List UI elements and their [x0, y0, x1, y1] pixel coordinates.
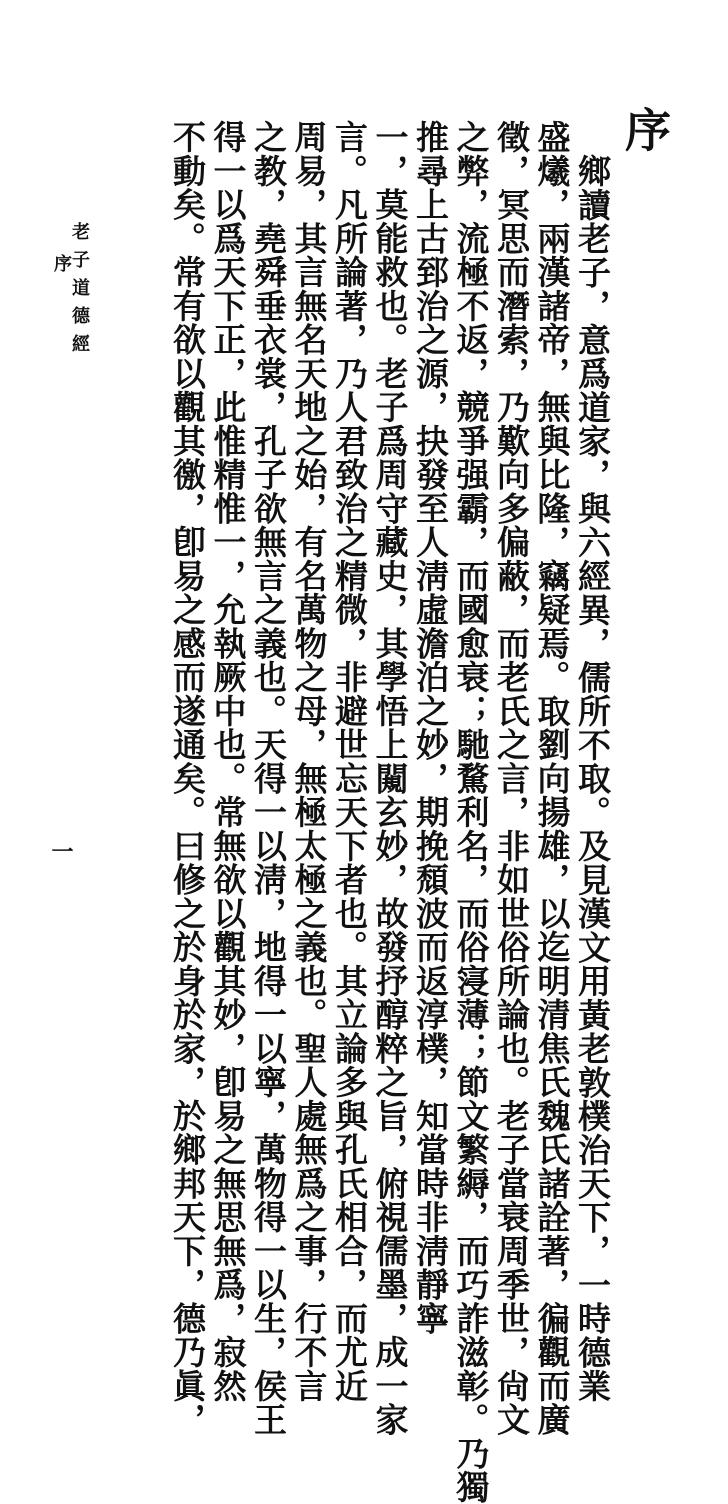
page-heading: 序: [618, 106, 672, 152]
section-name: 序: [51, 254, 72, 282]
text-column: 盛爔，兩漢諸帝，無與比隆，竊疑焉。取劉向揚雄，以迄明清焦氏魏氏諸詮著，徧觀而廣: [532, 120, 572, 1437]
preface-text: [102, 120, 612, 1504]
book-title: 老子道德經: [69, 222, 90, 362]
text-column: 得一以爲天下正，此惟精惟一，允執厥中也。常無欲以觀其妙，卽易之無思無爲，寂然: [208, 120, 248, 1403]
text-column: 之教，堯舜垂衣裳，孔子欲無言之義也。天得一以淸，地得一以寧，萬物得一以生，侯王: [249, 120, 288, 1437]
running-head: [52, 222, 88, 362]
text-column: 推尋上古郅治之源，抉發至人淸虛澹泊之妙，期挽頹波而返淳樸，知當時非淸靜寧: [411, 120, 450, 1335]
text-column: 周易，其言無名天地之始，有名萬物之母，無極太極之義也。聖人處無爲之事，行不言: [289, 120, 329, 1403]
text-column: 言。凡所論著，乃人君致治之精微，非避世忘天下者也。其立論多與孔氏相合，而尤近: [330, 120, 369, 1403]
text-column: 之弊，流極不返，競爭强霸，而國愈衰；馳騖利名，而俗寖薄；節文繁縟，而巧詐滋彰。乃獨: [451, 120, 491, 1504]
text-column: 鄉讀老子，意爲道家，與六經異，儒所不取。及見漢文用黃老敦樸治天下，一時德業: [573, 154, 612, 1403]
page-number: 一: [48, 840, 74, 862]
text-column: 不動矣。常有欲以觀其徼，卽易之感而遂通矣。曰修之於身於家，於鄉邦天下，德乃眞，: [168, 120, 207, 1437]
text-column: 一，莫能救也。老子爲周守藏史，其學悟上闚玄妙，故發抒醇粹之旨，俯視儒墨，成一家: [370, 120, 410, 1437]
text-column: 徵，冥思而潛索，乃歎向多偏蔽，而老氏之言，非如世俗所論也。老子當衰周季世，尙文: [492, 120, 531, 1437]
